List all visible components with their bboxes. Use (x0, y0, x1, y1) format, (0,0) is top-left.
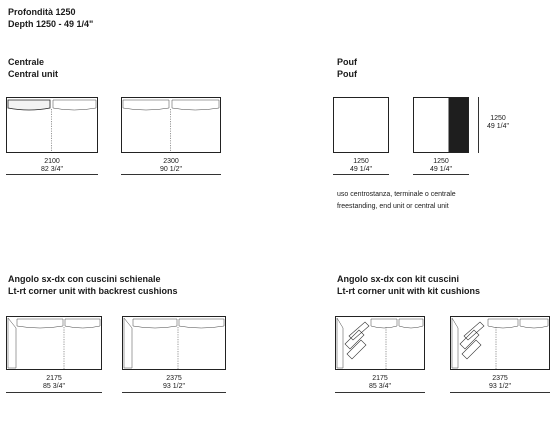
corner-backrest-2375-inch: 93 1/2" (163, 383, 185, 390)
backrest-block (449, 98, 469, 153)
corner-backrest-2375-drawing (122, 316, 226, 370)
pouf-with-backrest-drawing (413, 97, 469, 153)
backrest-cushion (8, 100, 50, 110)
corner-kit-2175-mm: 2175 (372, 375, 388, 382)
pouf-title-it: Pouf (337, 57, 357, 67)
dimension-line (6, 392, 102, 393)
backrest-cushion (179, 319, 224, 328)
pouf-backrest-inch: 49 1/4" (430, 166, 452, 173)
corner-kit-2175-inch: 85 3/4" (369, 383, 391, 390)
dimension-line (413, 174, 469, 175)
dimension-line (333, 174, 389, 175)
corner-kit-title-it: Angolo sx-dx con kit cuscini (337, 274, 460, 284)
corner-kit-title-en: Lt-rt corner unit with kit cushions (337, 286, 481, 296)
central-2100-mm: 2100 (44, 158, 60, 165)
central-2100-inch: 82 3/4" (41, 166, 63, 173)
pouf-note-en: freestanding, end unit or central unit (337, 203, 449, 210)
depth-title-it: Profondità 1250 (8, 7, 76, 17)
seat-outline (451, 317, 550, 370)
side-backrest (124, 318, 132, 368)
pouf-drawing (333, 97, 389, 153)
corner-backrest-2175-inch: 85 3/4" (43, 383, 65, 390)
central-unit-2300-drawing (121, 97, 221, 153)
seat-outline (336, 317, 425, 370)
pouf-mm: 1250 (353, 158, 369, 165)
side-backrest (8, 318, 16, 368)
side-backrest (337, 318, 343, 368)
corner-kit-2375-inch: 93 1/2" (489, 383, 511, 390)
central-2300-mm: 2300 (163, 158, 179, 165)
dimension-line (335, 392, 425, 393)
backrest-cushion (488, 319, 518, 328)
dimension-line (121, 174, 221, 175)
corner-kit-2175-drawing (335, 316, 425, 370)
pouf-outline (334, 98, 389, 153)
backrest-cushion (520, 319, 548, 328)
depth-title-en: Depth 1250 - 49 1/4" (8, 19, 94, 29)
central-title-en: Central unit (8, 69, 59, 79)
corner-backrest-title-en: Lt-rt corner unit with backrest cushions (8, 286, 178, 296)
depth-dimension-line (478, 97, 479, 153)
seat-outline (122, 98, 221, 153)
corner-kit-2375-drawing (450, 316, 550, 370)
pouf-backrest-mm: 1250 (433, 158, 449, 165)
central-2300-inch: 90 1/2" (160, 166, 182, 173)
dimension-line (6, 174, 98, 175)
backrest-cushion (172, 100, 219, 110)
dimension-line (450, 392, 550, 393)
backrest-cushion (65, 319, 100, 328)
dimension-line (122, 392, 226, 393)
backrest-cushion (53, 100, 96, 110)
corner-backrest-title-it: Angolo sx-dx con cuscini schienale (8, 274, 161, 284)
backrest-cushion (133, 319, 177, 328)
central-unit-2100-drawing (6, 97, 98, 153)
backrest-cushion (399, 319, 423, 328)
corner-kit-2375-mm: 2375 (492, 375, 508, 382)
backrest-cushion (371, 319, 397, 328)
corner-backrest-2175-mm: 2175 (46, 375, 62, 382)
backrest-cushion (17, 319, 63, 328)
pouf-depth-mm: 1250 (490, 115, 506, 122)
corner-backrest-2375-mm: 2375 (166, 375, 182, 382)
side-backrest (452, 318, 458, 368)
backrest-cushion (123, 100, 169, 110)
seat-outline (123, 317, 226, 370)
pouf-depth-inch: 49 1/4" (487, 123, 509, 130)
pouf-note-it: uso centrostanza, terminale o centrale (337, 191, 456, 198)
pouf-inch: 49 1/4" (350, 166, 372, 173)
seat-outline (7, 317, 102, 370)
pouf-title-en: Pouf (337, 69, 357, 79)
central-title-it: Centrale (8, 57, 45, 67)
corner-backrest-2175-drawing (6, 316, 102, 370)
